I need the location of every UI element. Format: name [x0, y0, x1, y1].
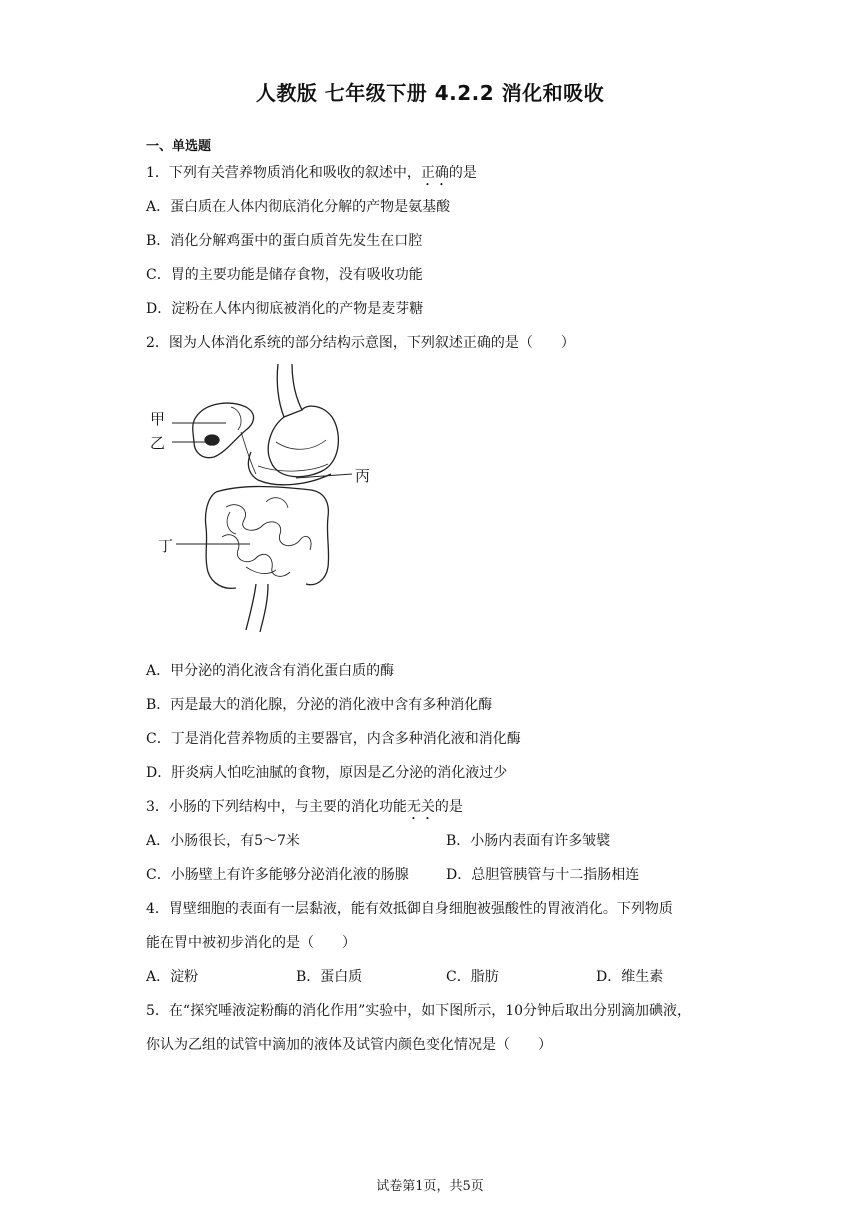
- q3-stem: 3．小肠的下列结构中，与主要的消化功能无关的是: [146, 799, 463, 815]
- q1-option-c[interactable]: C．胃的主要功能是储存食物，没有吸收功能: [146, 267, 423, 283]
- q4-option-b[interactable]: B．蛋白质: [296, 969, 363, 985]
- digestive-system-diagram: [146, 362, 386, 637]
- label-yi: 乙: [150, 434, 166, 452]
- q1-option-b[interactable]: B．消化分解鸡蛋中的蛋白质首先发生在口腔: [146, 233, 423, 249]
- q4-option-c[interactable]: C．脂肪: [446, 969, 499, 985]
- page-title: 人教版 七年级下册 4.2.2 消化和吸收: [255, 81, 605, 105]
- q3-option-c[interactable]: C．小肠壁上有许多能够分泌消化液的肠腺: [146, 867, 409, 883]
- q3-option-b[interactable]: B．小肠内表面有许多皱襞: [446, 833, 611, 849]
- q2-option-a[interactable]: A．甲分泌的消化液含有消化蛋白质的酶: [146, 663, 395, 679]
- label-jia: 甲: [150, 410, 166, 428]
- q5-stem-line2: 你认为乙组的试管中滴加的液体及试管内颜色变化情况是（ ）: [146, 1037, 552, 1053]
- q1-emphasis: 正确: [420, 165, 449, 181]
- q1-option-a[interactable]: A．蛋白质在人体内彻底消化分解的产物是氨基酸: [146, 199, 451, 215]
- label-bing: 丙: [355, 467, 371, 485]
- q2-option-d[interactable]: D．肝炎病人怕吃油腻的食物，原因是乙分泌的消化液过少: [146, 765, 508, 781]
- q4-stem-line1: 4．胃壁细胞的表面有一层黏液，能有效抵御自身细胞被强酸性的胃液消化。下列物质: [146, 901, 673, 917]
- q5-stem-line1: 5．在“探究唾液淀粉酶的消化作用”实验中，如下图所示，10分钟后取出分别滴加碘液，: [146, 1003, 692, 1019]
- q3-emphasis: 无关: [406, 799, 435, 815]
- q2-option-c[interactable]: C．丁是消化营养物质的主要器官，内含多种消化液和消化酶: [146, 731, 521, 747]
- q4-option-d[interactable]: D．维生素: [596, 969, 664, 985]
- q4-option-a[interactable]: A．淀粉: [146, 969, 199, 985]
- q2-stem: 2．图为人体消化系统的部分结构示意图，下列叙述正确的是（ ）: [146, 335, 575, 351]
- q1-stem: 1．下列有关营养物质消化和吸收的叙述中，正确的是: [146, 165, 477, 181]
- section-heading: 一、单选题: [146, 139, 212, 154]
- q4-stem-line2: 能在胃中被初步消化的是（ ）: [146, 935, 356, 951]
- label-ding: 丁: [158, 537, 174, 555]
- page-footer: 试卷第1页，共5页: [376, 1179, 484, 1194]
- q3-option-a[interactable]: A．小肠很长，有5～7米: [146, 833, 300, 849]
- q1-option-d[interactable]: D．淀粉在人体内彻底被消化的产物是麦芽糖: [146, 301, 424, 317]
- q2-option-b[interactable]: B．丙是最大的消化腺，分泌的消化液中含有多种消化酶: [146, 697, 493, 713]
- q3-option-d[interactable]: D．总胆管胰管与十二指肠相连: [446, 867, 640, 883]
